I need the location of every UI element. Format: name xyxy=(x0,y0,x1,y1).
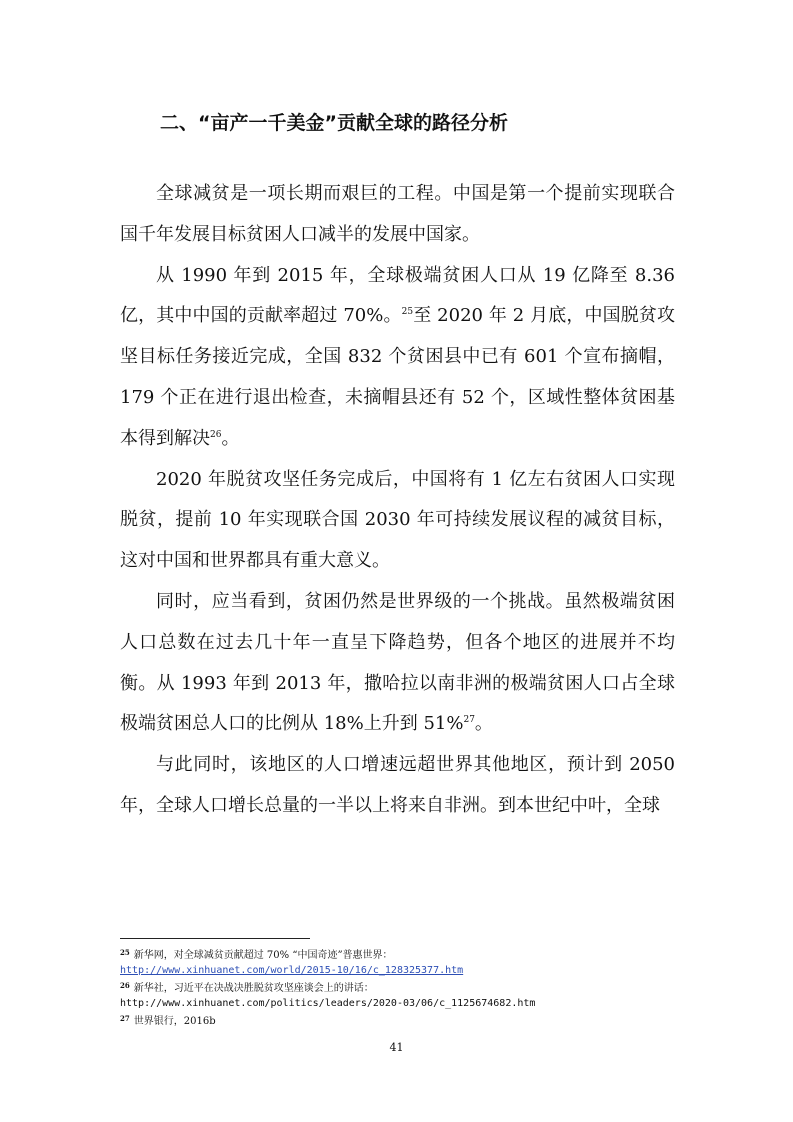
body-paragraph xyxy=(120,174,675,256)
footnote-item xyxy=(120,1011,680,1029)
footnote-url-line xyxy=(120,996,680,1011)
section-heading: 二、“亩产一千美金”贡献全球的路径分析 xyxy=(160,112,508,134)
footnotes xyxy=(120,945,680,1029)
footnote-number: 25 xyxy=(120,948,130,957)
footnote-text: 新华网，对全球减贫贡献超过 70% “中国奇迹”普惠世界： xyxy=(133,950,393,961)
paragraph-text: 。 xyxy=(474,713,493,735)
paragraph-text: 。 xyxy=(221,427,240,449)
body-text xyxy=(120,174,675,827)
footnote-item xyxy=(120,978,680,996)
paragraph-text: 与此同时，该地区的人口增速远超世界其他地区，预计到 2050 年，全球人口增长总量的一半以上将来自非洲。到本世纪中叶，全球 xyxy=(120,754,675,816)
footnote-reference: 27 xyxy=(463,715,475,726)
footnote-reference: 26 xyxy=(210,429,222,440)
footnote-url: http://www.xinhuanet.com/politics/leaders/2020-03/06/c_1125674682.htm xyxy=(120,998,536,1009)
footnote-reference: 25 xyxy=(401,307,414,318)
footnote-number: 26 xyxy=(120,981,130,990)
paragraph-text: 2020 年脱贫攻坚任务完成后，中国将有 1 亿左右贫困人口实现脱贫，提前 10 年实现联合国 2030 年可持续发展议程的减贫目标，这对中国和世界都具有重大意义。 xyxy=(120,468,675,572)
footnote-number: 27 xyxy=(120,1014,130,1023)
footnote-divider xyxy=(120,938,310,939)
paragraph-text: 同时，应当看到，贫困仍然是世界级的一个挑战。虽然极端贫困人口总数在过去几十年一直呈下降趋势，但各个地区的进展并不均衡。从 1993 年到 2013 年，撒哈拉以南非洲的极端贫困人口占全球极端贫困总人口的比例从 18%上升到 51% xyxy=(120,590,675,735)
paragraph-text: 从 1990 年到 2015 年，全球极端贫困人口从 19 亿降至 8.36 亿，其中中国的贡献率超过 70%。 xyxy=(120,264,675,327)
footnote-link[interactable]: http://www.xinhuanet.com/world/2015-10/16/c_128325377.htm xyxy=(120,965,464,976)
footnote-url-line xyxy=(120,963,680,978)
footnote-item xyxy=(120,945,680,963)
paragraph-text: 全球减贫是一项长期而艰巨的工程。中国是第一个提前实现联合国千年发展目标贫困人口减半的发展中国家。 xyxy=(120,183,675,245)
footnote-text: 世界银行，2016b xyxy=(133,1016,216,1027)
body-paragraph xyxy=(120,582,675,745)
paragraph-text: 至 2020 年 2 月底，中国脱贫攻坚目标任务接近完成，全国 832 个贫困县中已有 601 个宣布摘帽，179 个正在进行退出检查，未摘帽县还有 52 个，区域性整体贫困基本得到解决 xyxy=(120,305,675,449)
body-paragraph xyxy=(120,460,675,582)
body-paragraph xyxy=(120,256,675,460)
footnote-text: 新华社，习近平在决战决胜脱贫攻坚座谈会上的讲话： xyxy=(133,983,374,994)
page-number: 41 xyxy=(389,1041,404,1054)
body-paragraph xyxy=(120,745,675,827)
